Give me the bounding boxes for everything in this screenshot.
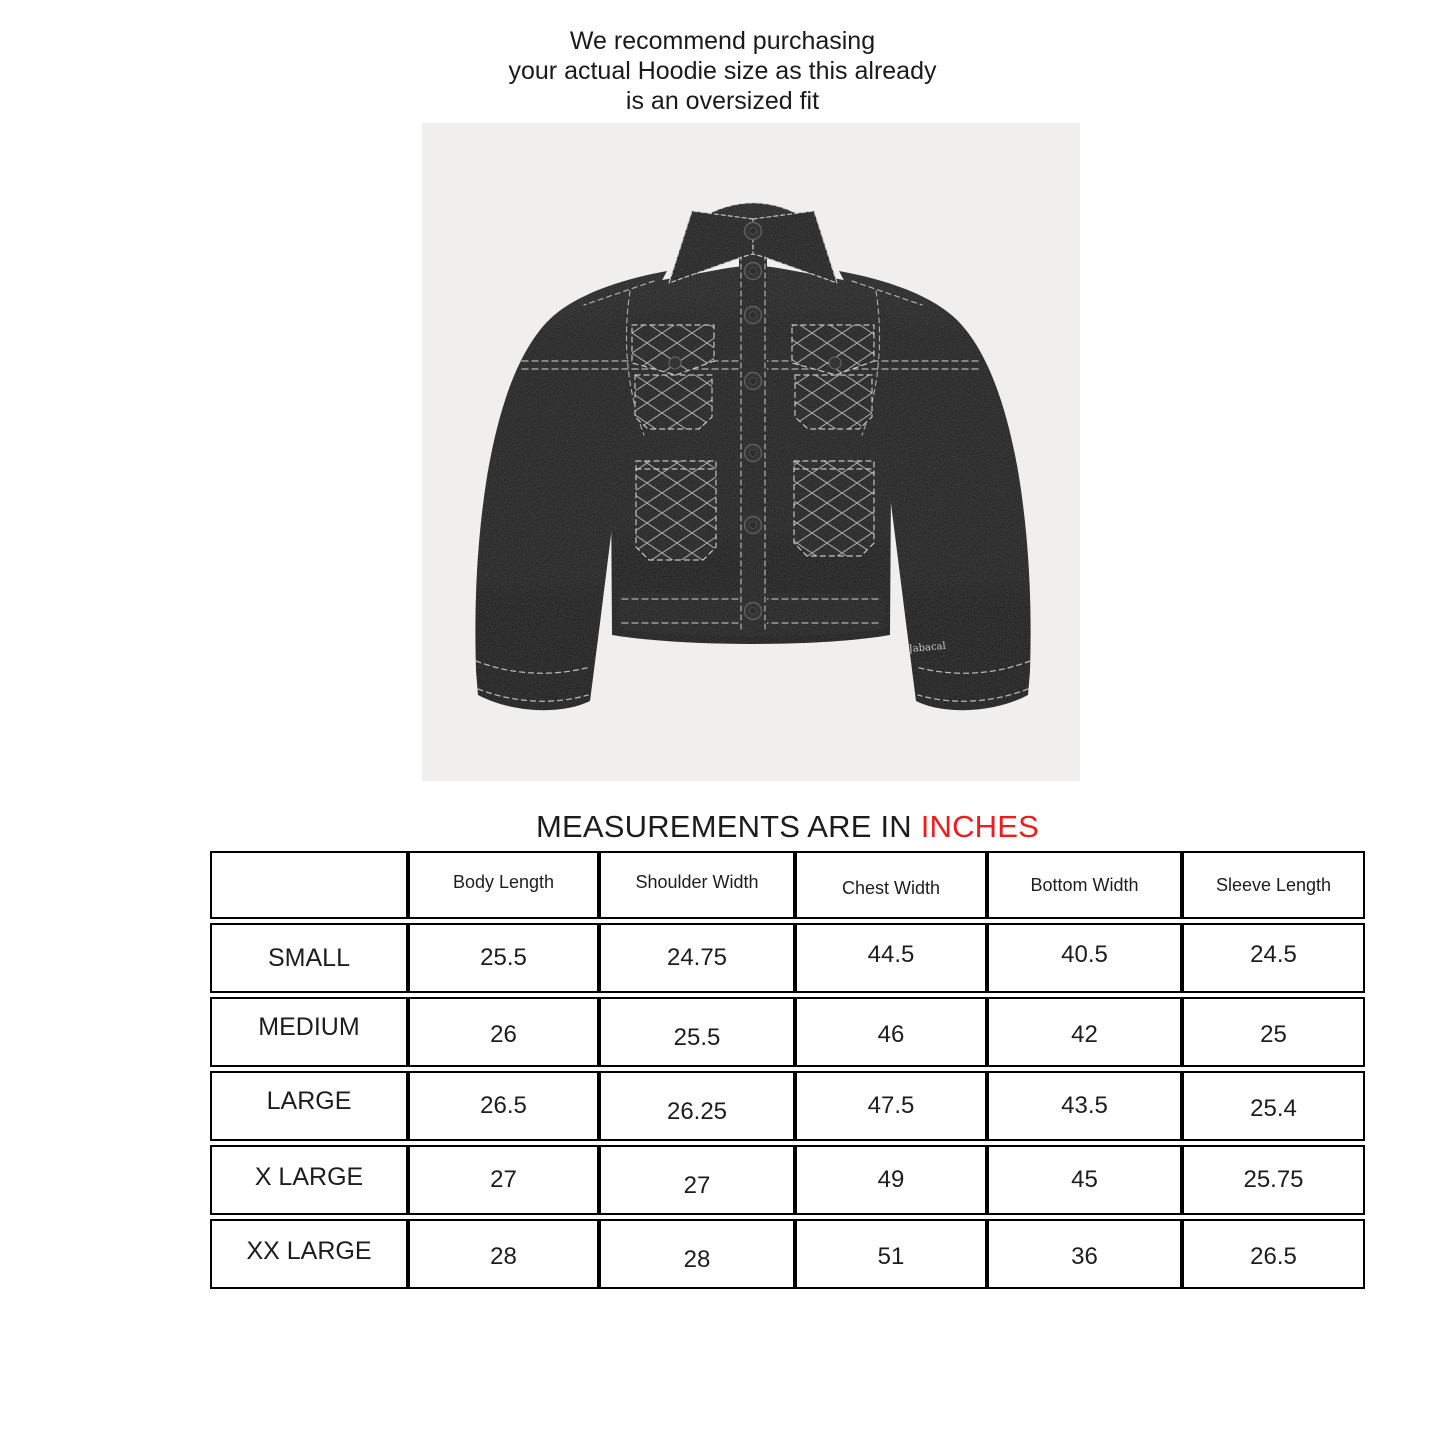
col-header-body-length: Body Length <box>408 851 599 919</box>
cell-chest-width: 44.5 <box>795 923 987 993</box>
chest-pocket-left <box>632 325 714 429</box>
cell-shoulder-width: 28 <box>599 1219 795 1289</box>
sleeve-brand-logo: Jabacal <box>908 640 947 655</box>
table-row-small <box>210 923 1365 993</box>
measurements-title-unit: INCHES <box>920 809 1040 844</box>
cell-bottom-width: 42 <box>987 997 1182 1067</box>
cell-bottom-width: 43.5 <box>987 1071 1182 1141</box>
lower-pocket-left <box>636 461 716 560</box>
size-label: X LARGE <box>210 1145 408 1215</box>
product-photo <box>422 123 1080 781</box>
table-row-xx-large <box>210 1219 1365 1289</box>
col-header-sleeve-length: Sleeve Length <box>1182 851 1365 919</box>
measurements-title-text: MEASUREMENTS ARE IN <box>535 809 912 844</box>
size-label: SMALL <box>210 923 408 993</box>
cell-bottom-width: 45 <box>987 1145 1182 1215</box>
jacket-illustration <box>422 123 1080 781</box>
cell-chest-width: 51 <box>795 1219 987 1289</box>
measurements-title <box>210 809 1365 845</box>
cell-sleeve-length: 25 <box>1182 997 1365 1067</box>
cell-shoulder-width: 27 <box>599 1145 795 1215</box>
cell-bottom-width: 36 <box>987 1219 1182 1289</box>
cell-shoulder-width: 25.5 <box>599 997 795 1067</box>
cell-chest-width: 49 <box>795 1145 987 1215</box>
size-label: XX LARGE <box>210 1219 408 1289</box>
corner-cell <box>210 851 408 919</box>
table-row-large <box>210 1071 1365 1141</box>
fit-note-line-2: your actual Hoodie size as this already <box>508 57 937 85</box>
fit-note-line-3: is an oversized fit <box>625 87 820 115</box>
cell-body-length: 26 <box>408 997 599 1067</box>
cell-shoulder-width: 26.25 <box>599 1071 795 1141</box>
col-header-chest-width: Chest Width <box>795 851 987 919</box>
lower-pocket-right <box>794 461 874 556</box>
table-row-x-large <box>210 1145 1365 1215</box>
cell-sleeve-length: 26.5 <box>1182 1219 1365 1289</box>
size-label: LARGE <box>210 1071 408 1141</box>
table-row-medium <box>210 997 1365 1067</box>
cell-sleeve-length: 25.4 <box>1182 1071 1365 1141</box>
header-row <box>210 851 1365 919</box>
size-label: MEDIUM <box>210 997 408 1067</box>
col-header-bottom-width: Bottom Width <box>987 851 1182 919</box>
cell-chest-width: 46 <box>795 997 987 1067</box>
cell-body-length: 28 <box>408 1219 599 1289</box>
cell-body-length: 25.5 <box>408 923 599 993</box>
fit-note-line-1: We recommend purchasing <box>569 27 876 55</box>
cell-body-length: 26.5 <box>408 1071 599 1141</box>
chest-pocket-right <box>792 325 874 429</box>
cell-body-length: 27 <box>408 1145 599 1215</box>
fit-note <box>0 26 1445 116</box>
cell-bottom-width: 40.5 <box>987 923 1182 993</box>
cell-chest-width: 47.5 <box>795 1071 987 1141</box>
cell-shoulder-width: 24.75 <box>599 923 795 993</box>
col-header-shoulder-width: Shoulder Width <box>599 851 795 919</box>
cell-sleeve-length: 25.75 <box>1182 1145 1365 1215</box>
size-chart-table <box>210 847 1365 1293</box>
cell-sleeve-length: 24.5 <box>1182 923 1365 993</box>
